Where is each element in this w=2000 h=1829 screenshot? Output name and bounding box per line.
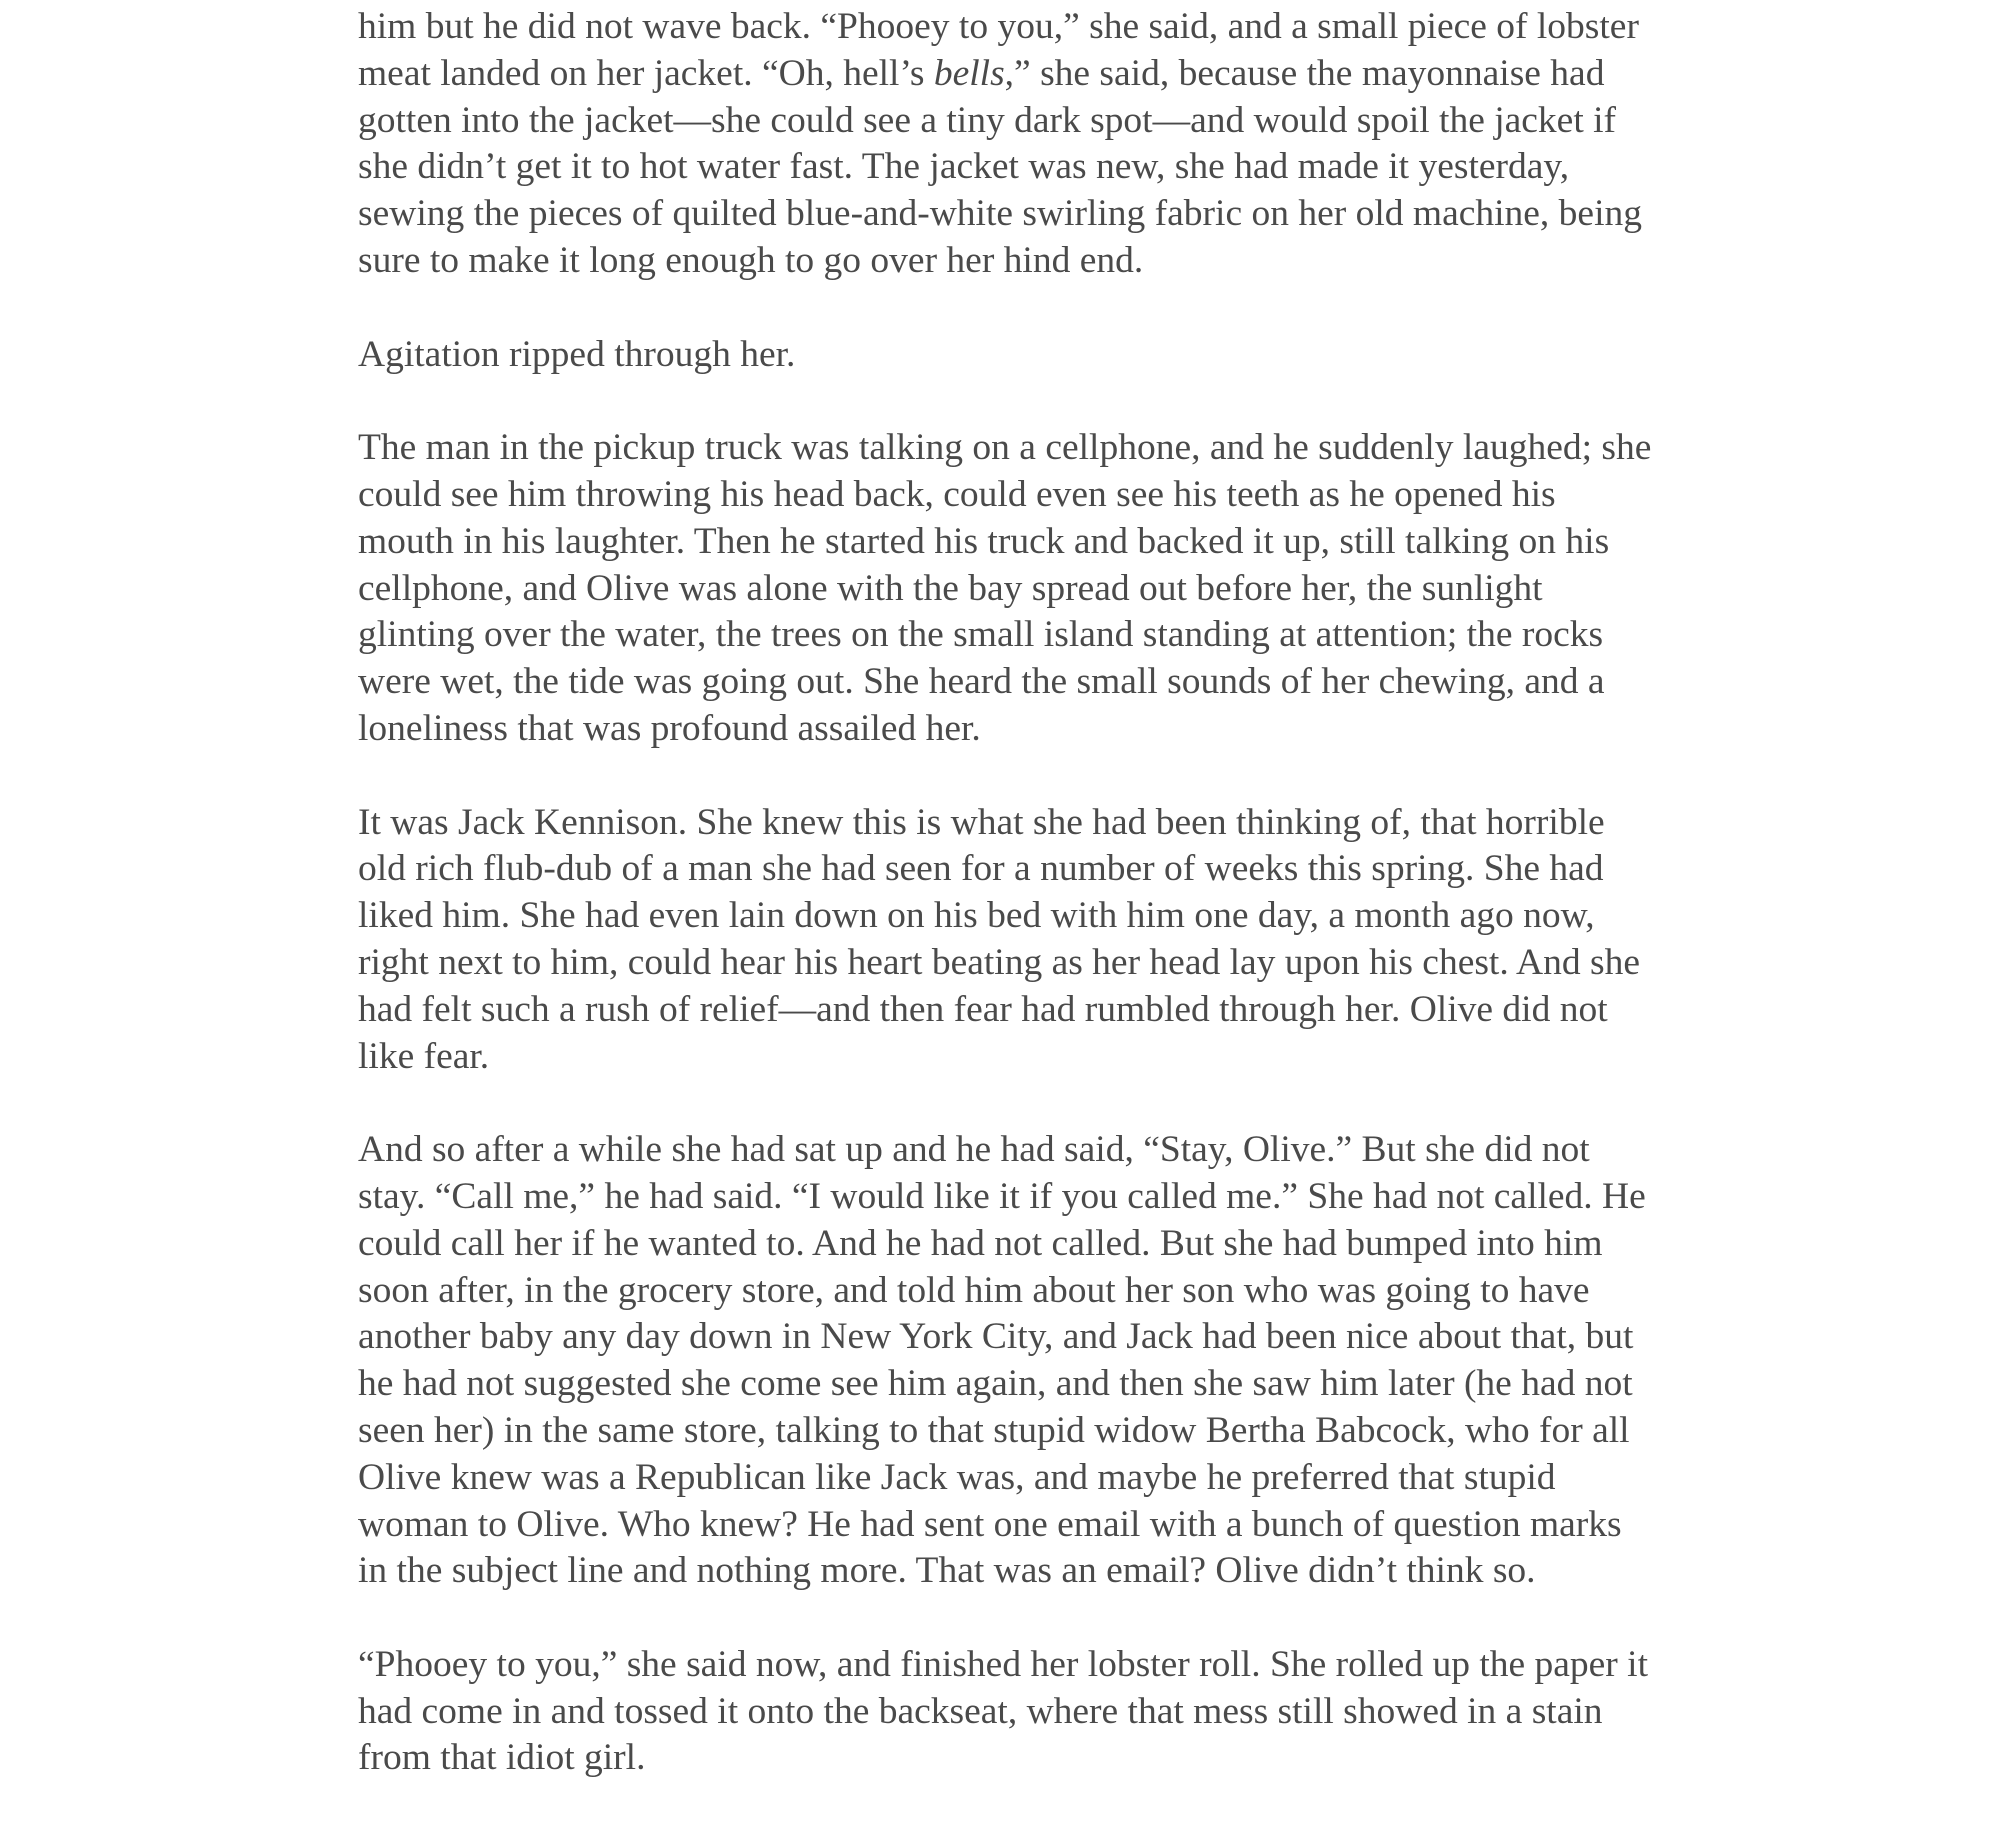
text-line: gotten into the jacket—she could see a tiny dark spot—and would spoil the jacket if xyxy=(358,99,1617,141)
text-line: she didn’t get it to hot water fast. The jacket was new, she had made it yesterday, xyxy=(358,146,1570,188)
text-line: soon after, in the grocery store, and told him about her son who was going to have xyxy=(358,1269,1590,1311)
text-segment: ,” she said, because the mayonnaise had xyxy=(1004,52,1605,94)
paragraph-3 xyxy=(358,425,1678,753)
text-line: And so after a while she had sat up and he had said, “Stay, Olive.” But she did not xyxy=(358,1129,1590,1171)
text-line: like fear. xyxy=(358,1035,490,1077)
text-line: mouth in his laughter. Then he started his truck and backed it up, still talking on his xyxy=(358,520,1610,562)
text-line: from that idiot girl. xyxy=(358,1737,646,1779)
text-line: sure to make it long enough to go over her hind end. xyxy=(358,239,1144,281)
paragraph-6 xyxy=(358,1642,1678,1782)
text-line: sewing the pieces of quilted blue-and-white swirling fabric on her old machine, being xyxy=(358,193,1642,235)
paragraph-2 xyxy=(358,332,1678,379)
text-line: glinting over the water, the trees on the small island standing at attention; the rocks xyxy=(358,614,1604,656)
document-page xyxy=(358,0,1678,1829)
text-line-with-italic xyxy=(358,51,1678,98)
text-line: right next to him, could hear his heart beating as her head lay upon his chest. And she xyxy=(358,941,1640,983)
italic-word: bells xyxy=(933,52,1005,94)
text-line: loneliness that was profound assailed her. xyxy=(358,707,981,749)
text-line: him but he did not wave back. “Phooey to you,” she said, and a small piece of lobster xyxy=(358,6,1639,47)
text-line: could call her if he wanted to. And he had not called. But she had bumped into him xyxy=(358,1222,1603,1264)
text-line: could see him throwing his head back, could even see his teeth as he opened his xyxy=(358,473,1556,515)
text-line: liked him. She had even lain down on his bed with him one day, a month ago now, xyxy=(358,895,1595,937)
text-line: woman to Olive. Who knew? He had sent one email with a bunch of question marks xyxy=(358,1503,1622,1545)
text-line: were wet, the tide was going out. She heard the small sounds of her chewing, and a xyxy=(358,661,1605,703)
text-line: It was Jack Kennison. She knew this is what she had been thinking of, that horrible xyxy=(358,801,1605,843)
text-line: had come in and tossed it onto the backseat, where that mess still showed in a stain xyxy=(358,1690,1603,1732)
paragraph-5 xyxy=(358,1127,1678,1595)
text-line: he had not suggested she come see him again, and then she saw him later (he had not xyxy=(358,1363,1633,1405)
paragraph-1 xyxy=(358,4,1678,285)
text-line: had felt such a rush of relief—and then fear had rumbled through her. Olive did not xyxy=(358,988,1608,1030)
paragraph-4 xyxy=(358,800,1678,1081)
text-line: “Phooey to you,” she said now, and finished her lobster roll. She rolled up the paper it xyxy=(358,1643,1648,1685)
text-line: Olive knew was a Republican like Jack was, and maybe he preferred that stupid xyxy=(358,1456,1556,1498)
text-line: Agitation ripped through her. xyxy=(358,333,796,375)
text-line: another baby any day down in New York City, and Jack had been nice about that, but xyxy=(358,1316,1634,1358)
text-line: seen her) in the same store, talking to that stupid widow Bertha Babcock, who for all xyxy=(358,1409,1630,1451)
text-line: cellphone, and Olive was alone with the bay spread out before her, the sunlight xyxy=(358,567,1543,609)
text-line: old rich flub-dub of a man she had seen for a number of weeks this spring. She had xyxy=(358,848,1604,890)
text-segment: meat landed on her jacket. “Oh, hell’s xyxy=(358,52,934,94)
text-line: in the subject line and nothing more. That was an email? Olive didn’t think so. xyxy=(358,1550,1536,1592)
text-line: stay. “Call me,” he had said. “I would like it if you called me.” She had not called. He xyxy=(358,1175,1646,1217)
text-line: The man in the pickup truck was talking on a cellphone, and he suddenly laughed; she xyxy=(358,427,1652,469)
